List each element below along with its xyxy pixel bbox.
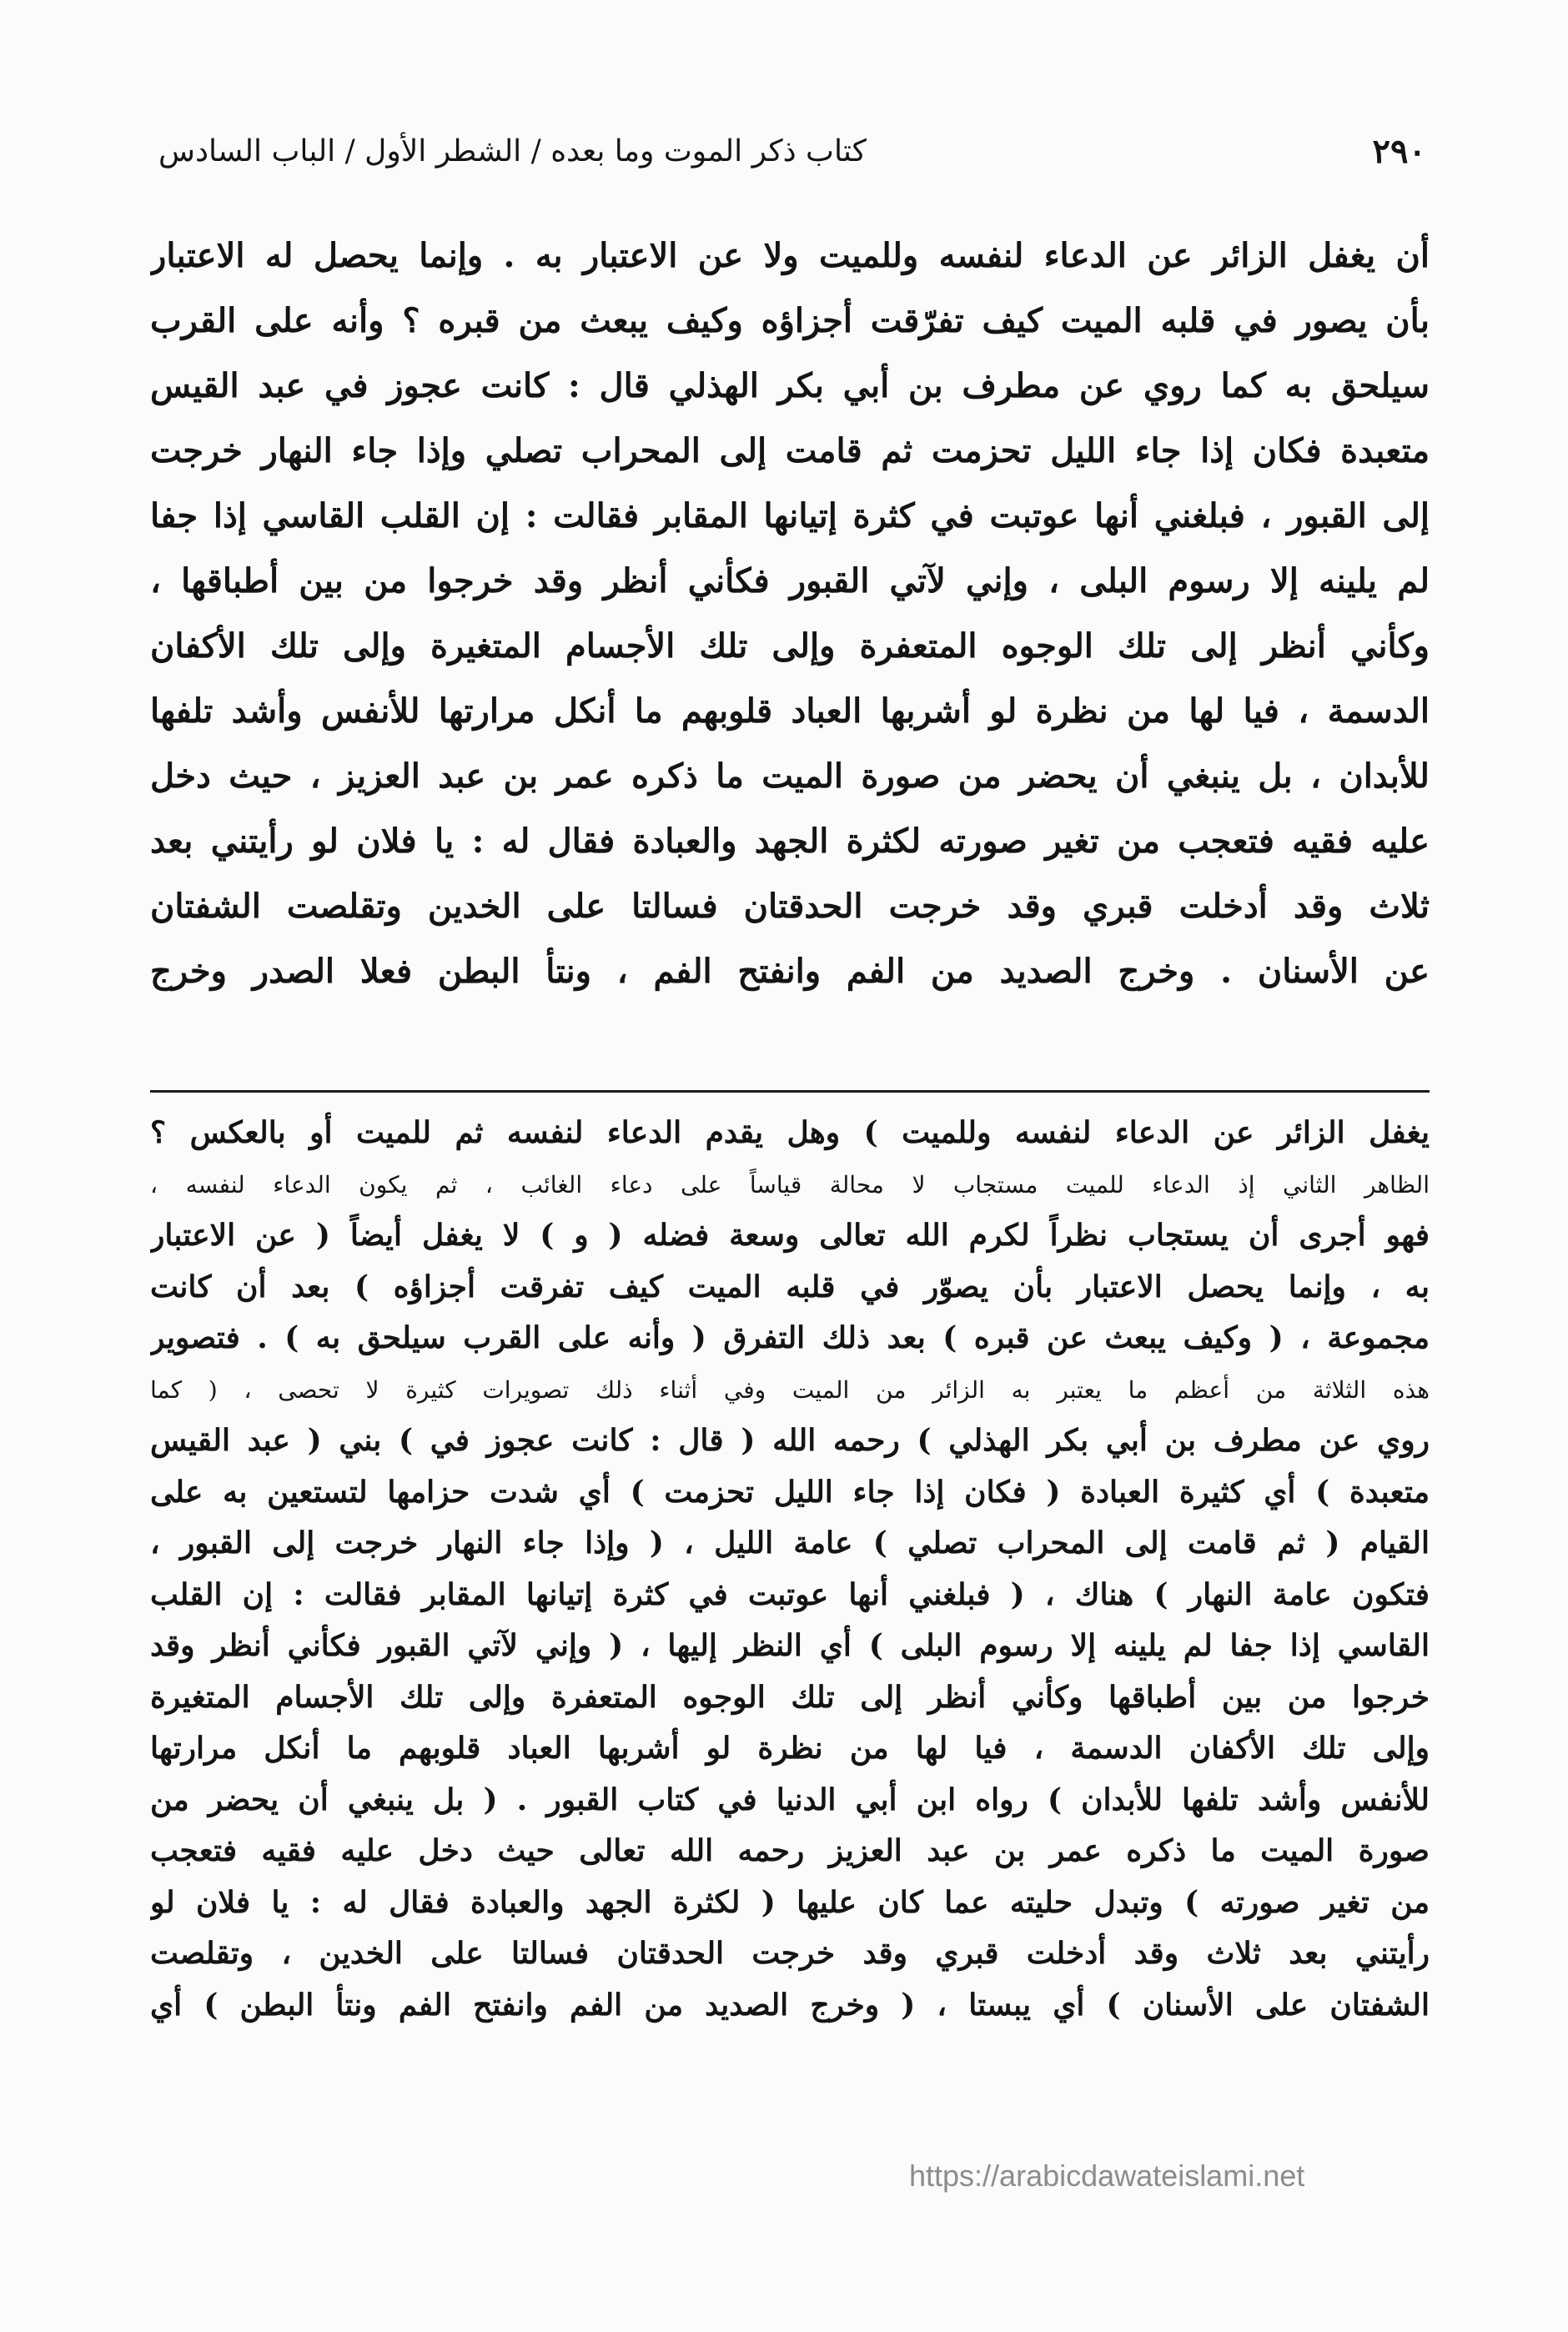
commentary-block	[150, 1108, 1430, 2031]
commentary-line: القيام ( ثم قامت إلى المحراب تصلي ) عامة الليل ، ( وإذا جاء النهار خرجت إلى القبور ،	[150, 1525, 1430, 1561]
main-text-line: وكأني أنظر إلى تلك الوجوه المتعفرة وإلى تلك الأجسام المتغيرة وإلى تلك الأكفان	[150, 626, 1430, 666]
commentary-line: للأنفس وأشد تلفها للأبدان ) رواه ابن أبي الدنيا في كتاب القبور . ( بل ينبغي أن يحضر من	[150, 1782, 1430, 1817]
main-text-line: بأن يصور في قلبه الميت كيف تفرّقت أجزاؤه وكيف يبعث من قبره ؟ وأنه على القرب	[150, 301, 1430, 340]
commentary-line: الظاهر الثاني إذ الدعاء للميت مستجاب لا محالة قياساً على دعاء الغائب ، ثم يكون الدعاء لنفسه ،	[150, 1170, 1430, 1199]
main-text-line: الدسمة ، فيا لها من نظرة لو أشربها العباد قلوبهم ما أنكل مرارتها للأنفس وأشد تلفها	[150, 691, 1430, 731]
commentary-line: صورة الميت ما ذكره عمر بن عبد العزيز رحمه الله تعالى حيث دخل عليه فقيه فتعجب	[150, 1833, 1430, 1868]
commentary-line: فهو أجرى أن يستجاب نظراً لكرم الله تعالى وسعة فضله ( و ) لا يغفل أيضاً ( عن الاعتبار	[150, 1218, 1430, 1253]
commentary-line: هذه الثلاثة من أعظم ما يعتبر به الزائر من الميت وفي أثناء ذلك تصويرات كثيرة لا تحصى ، ( كما	[150, 1375, 1430, 1404]
text-divider-rule	[150, 1090, 1430, 1093]
commentary-line: القاسي إذا جفا لم يلينه إلا رسوم البلى ) أي النظر إليها ، ( وإني لآتي القبور فكأني أنظر وقد	[150, 1628, 1430, 1663]
main-text-line: أن يغفل الزائر عن الدعاء لنفسه وللميت ولا عن الاعتبار به . وإنما يحصل له الاعتبار	[150, 236, 1430, 275]
main-text-line: ثلاث وقد أدخلت قبري وقد خرجت الحدقتان فسالتا على الخدين وتقلصت الشفتان	[150, 887, 1430, 926]
commentary-line: روي عن مطرف بن أبي بكر الهذلي ) رحمه الله ( قال : كانت عجوز في ) بني ( عبد القيس	[150, 1423, 1430, 1458]
main-text-line: للأبدان ، بل ينبغي أن يحضر من صورة الميت ما ذكره عمر بن عبد العزيز ، حيث دخل	[150, 756, 1430, 796]
commentary-line: وإلى تلك الأكفان الدسمة ، فيا لها من نظرة لو أشربها العباد قلوبهم ما أنكل مرارتها	[150, 1731, 1430, 1766]
commentary-line: به ، وإنما يحصل الاعتبار بأن يصوّر في قلبه الميت كيف تفرقت أجزاؤه ) بعد أن كانت	[150, 1269, 1430, 1304]
commentary-line: مجموعة ، ( وكيف يبعث عن قبره ) بعد ذلك التفرق ( وأنه على القرب سيلحق به ) . فتصوير	[150, 1320, 1430, 1355]
commentary-line: رأيتني بعد ثلاث وقد أدخلت قبري وقد خرجت الحدقتان فسالتا على الخدين ، وتقلصت	[150, 1936, 1430, 1971]
commentary-line: فتكون عامة النهار ) هناك ، ( فبلغني أنها عوتبت في كثرة إتيانها المقابر فقالت : إن القلب	[150, 1576, 1430, 1612]
main-text-line: إلى القبور ، فبلغني أنها عوتبت في كثرة إتيانها المقابر فقالت : إن القلب القاسي إذا جفا	[150, 496, 1430, 535]
page-number: ٢٩٠	[1372, 131, 1426, 171]
running-head: كتاب ذكر الموت وما بعده / الشطر الأول / الباب السادس	[158, 133, 867, 168]
watermark-url: https://arabicdawateislami.net	[909, 2159, 1305, 2193]
main-text-line: لم يلينه إلا رسوم البلى ، وإني لآتي القبور فكأني أنظر وقد خرجوا من بين أطباقها ،	[150, 561, 1430, 601]
main-text-line: عن الأسنان . وخرج الصديد من الفم وانفتح الفم ، ونتأ البطن فعلا الصدر وخرج	[150, 952, 1430, 991]
main-text-line: متعبدة فكان إذا جاء الليل تحزمت ثم قامت إلى المحراب تصلي وإذا جاء النهار خرجت	[150, 431, 1430, 470]
main-text-line: سيلحق به كما روي عن مطرف بن أبي بكر الهذلي قال : كانت عجوز في عبد القيس	[150, 366, 1430, 405]
page-header	[158, 125, 1426, 177]
main-text-line: عليه فقيه فتعجب من تغير صورته لكثرة الجهد والعبادة فقال له : يا فلان لو رأيتني بعد	[150, 822, 1430, 861]
commentary-line: متعبدة ) أي كثيرة العبادة ( فكان إذا جاء الليل تحزمت ) أي شدت حزامها لتستعين به على	[150, 1474, 1430, 1510]
commentary-line: الشفتان على الأسنان ) أي يبستا ، ( وخرج الصديد من الفم وانفتح الفم ونتأ البطن ) أي	[150, 1987, 1430, 2023]
commentary-line: خرجوا من بين أطباقها وكأني أنظر إلى تلك الوجوه المتعفرة وإلى تلك الأجسام المتغيرة	[150, 1679, 1430, 1715]
commentary-line: يغفل الزائر عن الدعاء لنفسه وللميت ) وهل يقدم الدعاء لنفسه ثم للميت أو بالعكس ؟	[150, 1115, 1430, 1150]
main-text-block	[150, 224, 1430, 1004]
commentary-line: من تغير صورته ) وتبدل حليته عما كان عليها ( لكثرة الجهد والعبادة فقال له : يا فلان لو	[150, 1884, 1430, 1920]
